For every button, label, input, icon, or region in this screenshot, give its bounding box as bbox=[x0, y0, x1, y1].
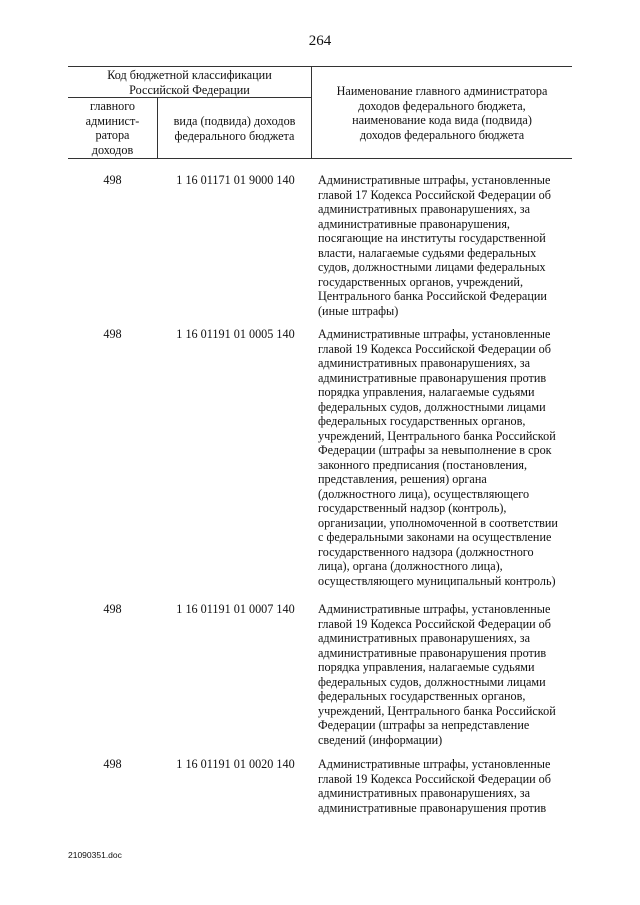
name-line: осуществляющего муниципальный контроль) bbox=[318, 573, 556, 588]
name-line: (иные штрафы) bbox=[318, 303, 399, 318]
name-line: представления, решения) органа bbox=[318, 472, 487, 486]
name-line: государственного надзора (должностного bbox=[318, 544, 534, 559]
income-name bbox=[318, 757, 574, 815]
col-name-heading bbox=[312, 84, 572, 142]
col-code-line: федерального бюджета bbox=[174, 128, 295, 143]
name-line: административных правонарушениях, за bbox=[318, 631, 531, 645]
income-name bbox=[318, 173, 574, 318]
name-line: главой 19 Кодекса Российской Федерации об bbox=[318, 341, 551, 356]
admin-code: 498 bbox=[103, 327, 122, 341]
col-code-line: вида (подвида) доходов bbox=[173, 114, 296, 128]
name-line: федеральных государственных органов, bbox=[318, 414, 526, 428]
income-code: 1 16 01191 01 0005 140 bbox=[176, 327, 295, 341]
name-line: Административные штрафы, установленные bbox=[318, 602, 551, 616]
name-line: власти, налагаемые судьями федеральных bbox=[318, 245, 537, 260]
name-line: Административные штрафы, установленные bbox=[318, 757, 551, 771]
income-name bbox=[318, 327, 574, 588]
name-line: государственный надзор (контроль), bbox=[318, 501, 507, 515]
admin-code: 498 bbox=[103, 757, 122, 771]
table-header bbox=[68, 66, 572, 159]
name-line: учреждений, Центрального банка Российской bbox=[318, 703, 556, 718]
name-line: государственных органов, учреждений, bbox=[318, 274, 524, 289]
name-line: Федерации (штрафы за непредставление bbox=[318, 718, 530, 732]
col-name-line: Наименование главного администратора bbox=[336, 84, 548, 98]
name-line: с федеральными законами на осуществление bbox=[318, 530, 552, 544]
header-top-rule bbox=[68, 66, 572, 67]
admin-code: 498 bbox=[103, 602, 122, 616]
name-line: учреждений, Центрального банка Российской bbox=[318, 428, 556, 443]
name-line: административные правонарушения, bbox=[318, 216, 510, 231]
header-mid-rule bbox=[68, 97, 311, 98]
name-line: лица), органа (должностного лица), bbox=[318, 559, 503, 573]
name-line: административных правонарушениях, за bbox=[318, 786, 531, 800]
name-line: Административные штрафы, установленные bbox=[318, 173, 551, 187]
name-line: федеральных судов, должностными лицами bbox=[318, 674, 546, 689]
name-line: главой 19 Кодекса Российской Федерации об bbox=[318, 616, 551, 631]
name-line: порядка управления, налагаемые судьями bbox=[318, 660, 535, 674]
name-line: Федерации (штрафы за невыполнение в срок bbox=[318, 443, 552, 457]
name-line: организации, уполномоченной в соответствии bbox=[318, 515, 558, 530]
col-code-heading bbox=[158, 114, 311, 143]
col-name-line: доходов федерального бюджета, bbox=[358, 98, 526, 113]
kbk-title bbox=[68, 68, 311, 97]
name-line: Административные штрафы, установленные bbox=[318, 327, 551, 341]
name-line: главой 19 Кодекса Российской Федерации об bbox=[318, 771, 551, 786]
name-line: законного предписания (постановления, bbox=[318, 457, 528, 472]
col-name-line: доходов федерального бюджета bbox=[359, 127, 525, 142]
name-line: порядка управления, налагаемые судьями bbox=[318, 385, 535, 399]
name-line: административных правонарушениях, за bbox=[318, 202, 531, 216]
col-admin-line: главного bbox=[89, 99, 136, 113]
name-line: судов, должностными лицами федеральных bbox=[318, 260, 546, 274]
name-line: административные правонарушения против bbox=[318, 370, 547, 385]
col-admin-line: админист- bbox=[85, 113, 140, 128]
name-line: федеральных судов, должностными лицами bbox=[318, 399, 546, 414]
name-line: Центрального банка Российской Федерации bbox=[318, 289, 547, 303]
income-name bbox=[318, 602, 574, 747]
name-line: административных правонарушениях, за bbox=[318, 356, 531, 370]
page-number: 264 bbox=[308, 33, 332, 49]
document-filename: 21090351.doc bbox=[68, 850, 122, 860]
income-code: 1 16 01171 01 9000 140 bbox=[176, 173, 295, 187]
income-code: 1 16 01191 01 0020 140 bbox=[176, 757, 295, 771]
name-line: (должностного лица), осуществляющего bbox=[318, 486, 530, 501]
col-admin-line: доходов bbox=[91, 142, 134, 157]
col-admin-heading bbox=[68, 99, 157, 157]
name-line: административные правонарушения против bbox=[318, 645, 547, 660]
col-admin-line: ратора bbox=[95, 128, 130, 142]
admin-code: 498 bbox=[103, 173, 122, 187]
income-code: 1 16 01191 01 0007 140 bbox=[176, 602, 295, 616]
name-line: главой 17 Кодекса Российской Федерации об bbox=[318, 187, 551, 202]
kbk-title-line: Код бюджетной классификации bbox=[107, 68, 272, 82]
kbk-title-line: Российской Федерации bbox=[129, 82, 250, 97]
name-line: административные правонарушения против bbox=[318, 800, 547, 815]
col-name-line: наименование кода вида (подвида) bbox=[352, 113, 532, 127]
name-line: сведений (информации) bbox=[318, 732, 443, 747]
name-line: посягающие на институты государственной bbox=[318, 231, 546, 245]
header-bottom-rule bbox=[68, 158, 572, 159]
name-line: федеральных государственных органов, bbox=[318, 689, 526, 703]
